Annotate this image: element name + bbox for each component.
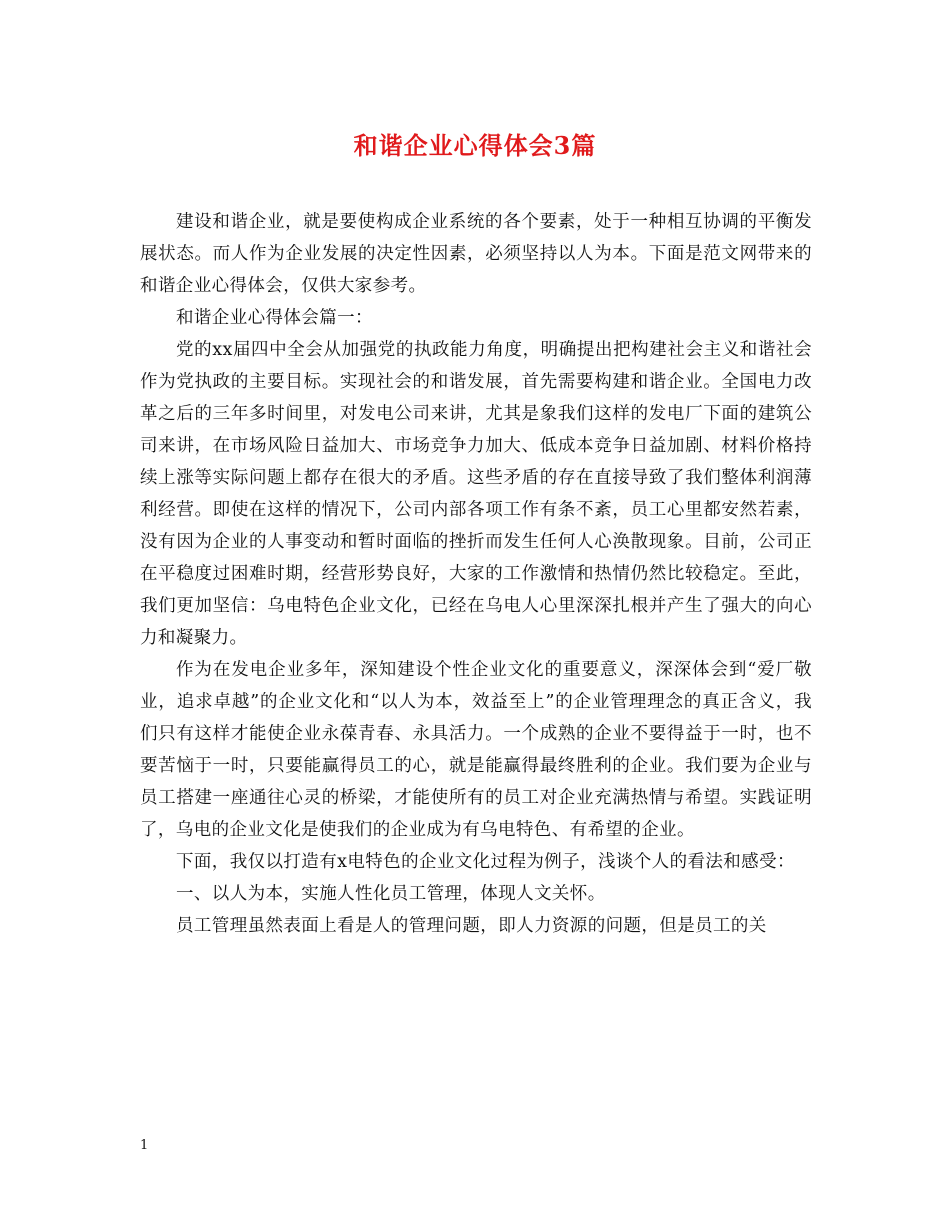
paragraph-employee-management: 员工管理虽然表面上看是人的管理问题，即人力资源的问题，但是员工的关 bbox=[176, 916, 767, 936]
page-number: 1 bbox=[140, 1138, 149, 1153]
paragraph-corporate-culture: 作为在发电企业多年，深知建设个性企业文化的重要意义，深深体会到“爱厂敬业，追求卓越”的企业文化和“以人为本，效益至上”的企业管理理念的真正含义，我们只有这样才能使企业永葆青春、永具活力。一个成熟的企业不要得益于一时，也不要苦恼于一时，只要能赢得员工的心，就是能赢得最终胜利的企业。我们要为企业与员工搭建一座通往心灵的桥梁，才能使所有的员工对企业充满热情与希望。实践证明了，乌电的企业文化是使我们的企业成为有乌电特色、有希望的企业。 bbox=[140, 660, 812, 840]
section-heading-part-one: 和谐企业心得体会篇一： bbox=[176, 308, 373, 328]
paragraph-example-intro: 下面，我仅以打造有x电特色的企业文化过程为例子，浅谈个人的看法和感受： bbox=[176, 852, 795, 872]
document-title: 和谐企业心得体会3篇 bbox=[353, 131, 597, 160]
subheading-people-oriented: 一、以人为本，实施人性化员工管理，体现人文关怀。 bbox=[176, 884, 606, 904]
paragraph-intro: 建设和谐企业，就是要使构成企业系统的各个要素，处于一种相互协调的平衡发展状态。而人作为企业发展的决定性因素，必须坚持以人为本。下面是范文网带来的和谐企业心得体会，仅供大家参考。 bbox=[140, 212, 812, 296]
document-body bbox=[140, 206, 812, 942]
paragraph-harmony-goal: 党的xx届四中全会从加强党的执政能力角度，明确提出把构建社会主义和谐社会作为党执政的主要目标。实现社会的和谐发展，首先需要构建和谐企业。全国电力改革之后的三年多时间里，对发电公司来讲，尤其是象我们这样的发电厂下面的建筑公司来讲，在市场风险日益加大、市场竞争力加大、低成本竞争日益加剧、材料价格持续上涨等实际问题上都存在很大的矛盾。这些矛盾的存在直接导致了我们整体利润薄利经营。即使在这样的情况下，公司内部各项工作有条不紊，员工心里都安然若素，没有因为企业的人事变动和暂时面临的挫折而发生任何人心涣散现象。目前，公司正在平稳度过困难时期，经营形势良好，大家的工作激情和热情仍然比较稳定。至此，我们更加坚信：乌电特色企业文化，已经在乌电人心里深深扎根并产生了强大的向心力和凝聚力。 bbox=[140, 340, 812, 648]
